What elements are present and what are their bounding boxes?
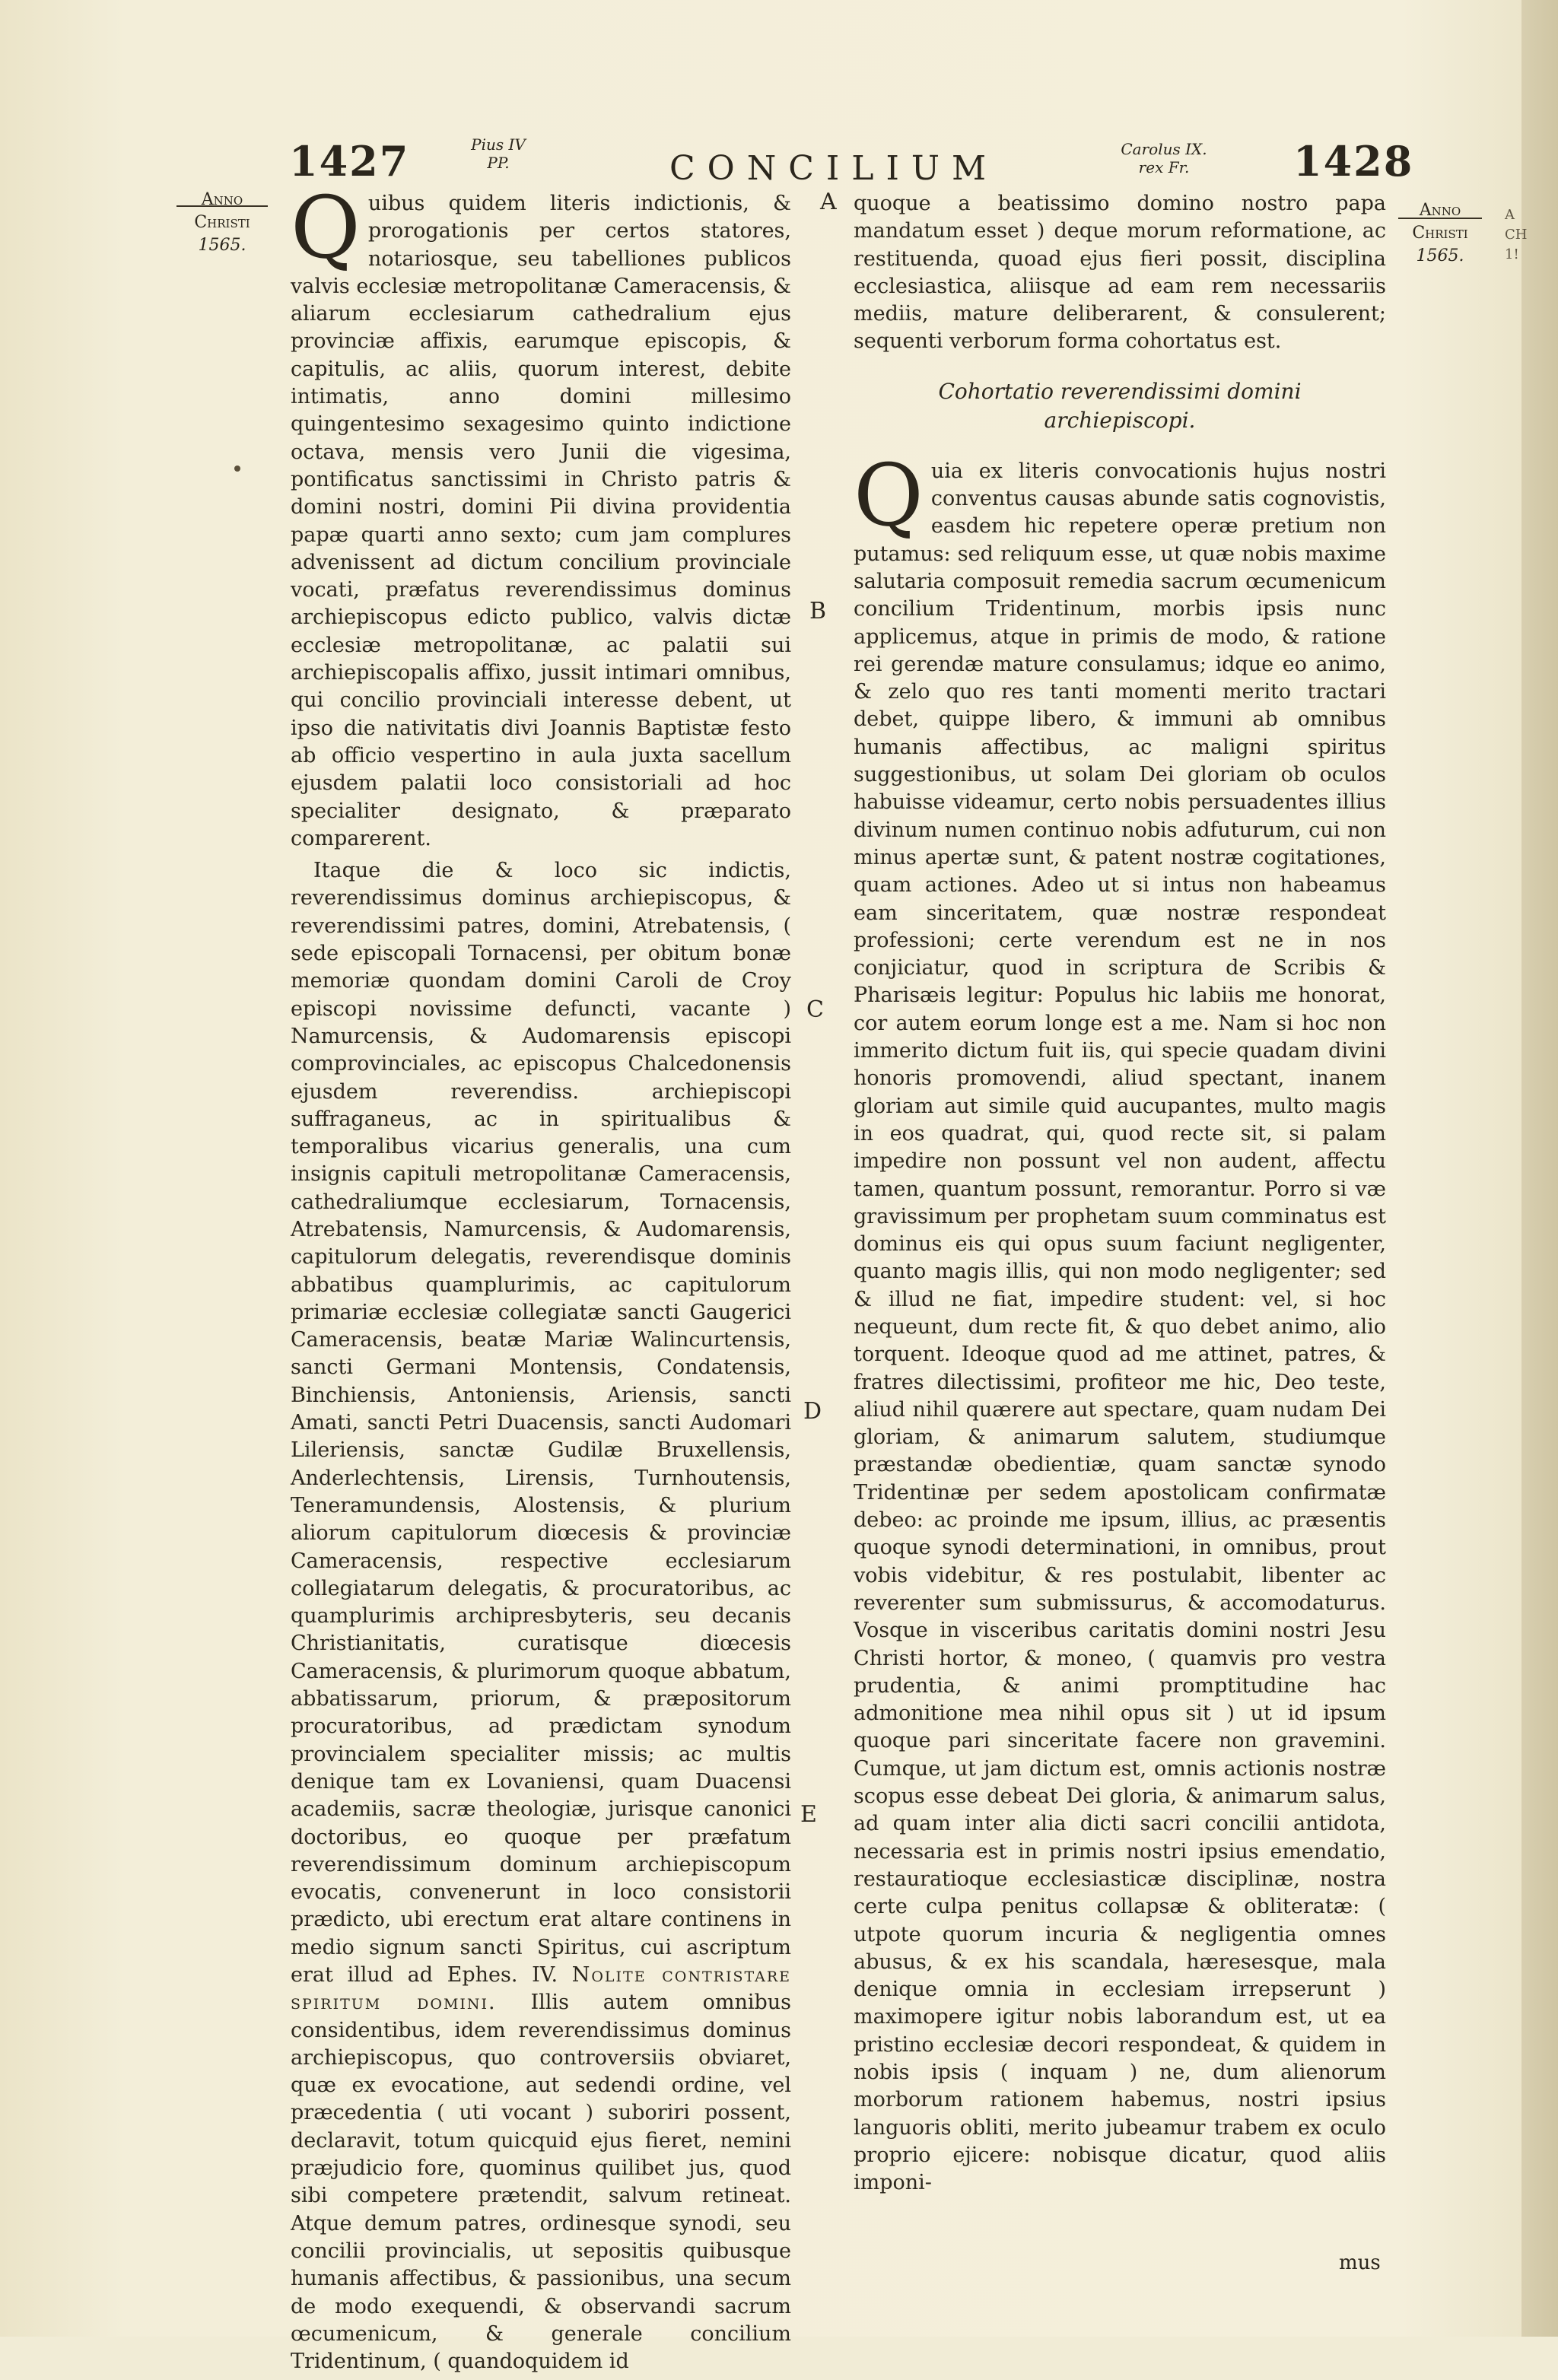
right-paragraph-2 — [854, 446, 1386, 2197]
margin-note-left-line3: 1565. — [198, 236, 246, 255]
right-paragraph-1: quoque a beatissimo domino nostro papa mandatum esset ) deque morum reformatione, ac restituenda, quoad ejus fieri possit, disciplina ecclesiastica, aliisque ad eam rem necessariis mediis, mature deliberarent, & consulerent; sequenti verborum forma cohortatus est. — [854, 192, 1386, 354]
header-king — [1111, 140, 1217, 176]
dropcap-left: Q — [291, 179, 361, 278]
section-letter-b: B — [809, 598, 827, 624]
page-number-right: 1428 — [1293, 137, 1414, 186]
next-page-edge — [1521, 0, 1558, 2337]
header-king-line1: Carolus IX. — [1121, 140, 1207, 158]
next-page-margin — [1505, 205, 1527, 265]
section-heading-line2: archiepiscopi. — [1044, 407, 1196, 433]
margin-note-left-line1: Anno — [201, 190, 243, 209]
left-column — [291, 179, 791, 2380]
margin-note-right-line3: 1565. — [1416, 246, 1464, 265]
section-heading-line1: Cohortatio reverendissimi domini — [938, 378, 1302, 404]
section-letter-a: A — [820, 189, 837, 215]
section-letter-d: D — [803, 1398, 822, 1425]
margin-note-right-line1: Anno — [1419, 201, 1461, 220]
dropcap-right: Q — [854, 446, 924, 545]
left-paragraph-2 — [291, 857, 791, 2375]
margin-note-right-line2: Christi — [1412, 224, 1468, 243]
header-king-line2: rex Fr. — [1138, 158, 1190, 176]
section-letter-c: C — [806, 996, 824, 1023]
header-pope-line1: Pius IV — [471, 135, 526, 154]
scripture-quote: Nolite contristare spiritum domini. — [291, 1963, 791, 2015]
right-column — [854, 190, 1386, 2201]
section-letter-e: E — [800, 1801, 817, 1828]
next-page-margin-line1: A — [1505, 207, 1515, 223]
margin-note-left-line2: Christi — [194, 213, 250, 232]
catchword: mus — [1339, 2251, 1381, 2274]
margin-note-left — [176, 189, 268, 257]
section-heading — [854, 377, 1386, 435]
left-paragraph-1-text: uibus quidem literis indictionis, & prorogationis per certos statores, notariosque, seu tabelliones publicos valvis ecclesiæ metropolitanæ Cameracensis, & aliarum ecclesiarum cathedralium ejus provinciæ affixis, earumque episcopis, & capitulis, ac aliis, quorum interest, debite intimatis, anno domini millesimo quingentesimo sexagesimo quinto indictione octava, mensis vero Junii die vigesima, pontificatus sanctissimi in Christo patris & domini nostri, domini Pii divina providentia papæ quarti anno sexto; cum jam complures advenissent ad dictum concilium provinciale vocati, præfatus reverendissimus dominus archiepiscopus edicto publico, valvis dictæ ecclesiæ metropolitanæ, ac palatii sui archiepiscopalis affixo, jussit intimari omnibus, qui concilio provinciali interesse debent, ut ipso die nativitatis divi Joannis Baptistæ festo ab officio vespertino in aula juxta sacellum ejusdem palatii loco consistoriali ad hoc specialiter designato, & præparato comparerent. — [291, 192, 791, 850]
header-pope — [456, 135, 540, 172]
left-paragraph-2-tail: Illis autem omnibus considentibus, idem reverendissimus dominus archiepiscopus, quo controversiis obviaret, quæ ex evocatione, aut sedendi ordine, vel præcedentia ( uti vocant ) suboriri possent, declaravit, totum quicquid ejus fieret, nemini præjudicio fore, quominus quilibet jus, quod sibi competere prætendit, salvum retineat. Atque demum patres, ordinesque synodi, seu concilii provincialis, ut sepositis quibusque humanis affectibus, & passionibus, una secum de modo exequendi, & observandi sacrum œcumenicum, & generale concilium Tridentinum, ( quandoquidem id — [291, 1991, 791, 2374]
ink-mark — [234, 466, 240, 472]
left-paragraph-2-text: Itaque die & loco sic indictis, reverendissimus dominus archiepiscopus, & reverendissimi patres, domini, Atrebatensis, ( sede episcopali Tornacensi, per obitum bonæ memoriæ quondam domini Caroli de Croy episcopi novissime defuncti, vacante ) Namurcensis, & Audomarensis episcopi comprovinciales, ac episcopus Chalcedonensis ejusdem reverendiss. archiepiscopi suffraganeus, ac in spiritualibus & temporalibus vicarius generalis, una cum insignis capituli metropolitanæ Cameracensis, cathedraliumque ecclesiarum, Tornacensis, Atrebatensis, Namurcensis, & Audomarensis, capitulorum delegatis, reverendisque dominis abbatibus quamplurimis, ac capitulorum primariæ ecclesiæ collegiatæ sancti Gaugerici Cameracensis, beatæ Mariæ Walincurtensis, sancti Germani Montensis, Condatensis, Binchiensis, Antoniensis, Ariensis, sancti Amati, sancti Petri Duacensis, sancti Audomari Lileriensis, sanctæ Gudilæ Bruxellensis, Anderlechtensis, Lirensis, Turnhoutensis, Teneramundensis, Alostensis, & plurium aliorum capitulorum diœcesis & provinciæ Cameracensis, respective ecclesiarum collegiatarum delegatis, & procuratoribus, ac quamplurimis archipresbyteris, seu decanis Christianitatis, curatisque diœcesis Cameracensis, & plurimorum quoque abbatum, abbatissarum, priorum, & præpositorum procuratoribus, ad prædictam synodum provincialem specialiter missis; ac multis denique tam ex Lovaniensi, quam Duacensi academiis, sacræ theologiæ, jurisque canonici doctoribus, eo quoque per præfatum reverendissimum dominum archiepiscopum evocatis, convenerunt in loco consistorii prædicto, ubi erectum erat altare continens in medio signum sancti Spiritus, cui ascriptum erat illud ad Ephes. IV. — [291, 859, 791, 1987]
next-page-margin-line3: 1! — [1505, 246, 1519, 262]
page-number-left: 1427 — [289, 137, 410, 186]
margin-note-right — [1398, 199, 1482, 268]
running-title: CONCILIUM — [669, 149, 999, 188]
left-paragraph-1 — [291, 179, 791, 853]
header-pope-line2: PP. — [487, 154, 510, 172]
right-paragraph-2-text: uia ex literis convocationis hujus nostri conventus causas abunde satis cognovistis, easdem hic repetere operæ pretium non putamus: sed reliquum esse, ut quæ nobis maxime salutaria composuit remedia sacrum œcumenicum concilium Tridentinum, morbis ipsis nunc applicemus, atque in primis de modo, & ratione rei gerendæ mature consulamus; idque eo animo, & zelo quo res tanti momenti merito tractari debet, quippe libero, & immuni ab omnibus humanis affectibus, ac maligni spiritus suggestionibus, ut solam Dei gloriam ob oculos habuisse videamur, certo nobis persuadentes illius divinum numen continuo nobis adfuturum, cui non minus apertæ sunt, & patent nostræ cogitationes, quam actiones. Adeo ut si intus non habeamus eam sinceritatem, quæ nostræ respondeat professioni; certe verendum est ne in nos conjiciatur, quod in scriptura de Scribis & Pharisæis legitur: Populus hic labiis me honorat, cor autem eorum longe est a me. Nam si hoc non immerito dictum fuit iis, qui specie quadam divini honoris promovendi, aliud spectant, inanem gloriam aut simile quid aucupantes, multo magis in eos quadrat, qui, quod recte sit, si palam impedire non possunt vel non audent, affectu tamen, quantum possunt, remorantur. Porro si væ gravissimum per prophetam suum comminatus est dominus eis qui opus suum faciunt negligenter, quanto magis illis, qui non modo negligenter; sed & illud ne fiat, impedire student: vel, si hoc nequeunt, dum recte fit, & quo debet animo, alio torquent. Ideoque quod ad me attinet, patres, & fratres dilectissimi, profiteor me hic, Deo teste, aliud nihil quærere aut spectare, quam nudam Dei gloriam, & animarum salutem, studiumque præstandæ obedientiæ, quam sanctæ synodo Tridentinæ per sedem apostolicam confirmatæ debeo: ac proinde me ipsum, illius, ac præsentis quoque synodi determinationi, in omnibus, prout vobis videbitur, & res postulabit, libenter ac reverenter sum submissurus, & accomodaturus. Vosque in visceribus caritatis domini nostri Jesu Christi hortor, & moneo, ( quamvis pro vestra prudentia, & animi promptitudine hac admonitione mea nihil opus sit ) ut id ipsum quoque pari sinceritate facere non gravemini. Cumque, ut jam dictum est, omnis actionis nostræ scopus esse debeat Dei gloria, & animarum salus, ad quam inter alia dicti sacri concilii antidota, necessaria est in primis nostri ipsius emendatio, restauratioque ecclesiasticæ disciplinæ, nostra certe culpa penitus collapsæ & obliteratæ: ( utpote quorum incuria & negligentia omnes abusus, & ex his scandala, hæresesque, mala denique omnia in ecclesiam irrepserunt ) maximopere igitur nobis laborandum est, ut ea pristino ecclesiæ decori respondeat, & quidem in nobis ipsis ( inquam ) ne, dum alienorum morborum rationem habemus, nostri ipsius languoris obliti, merito jubeamur trabem ex oculo proprio ejicere: nobisque dicatur, quod aliis imponi- — [854, 459, 1386, 2195]
next-page-margin-line2: CH — [1505, 227, 1528, 243]
